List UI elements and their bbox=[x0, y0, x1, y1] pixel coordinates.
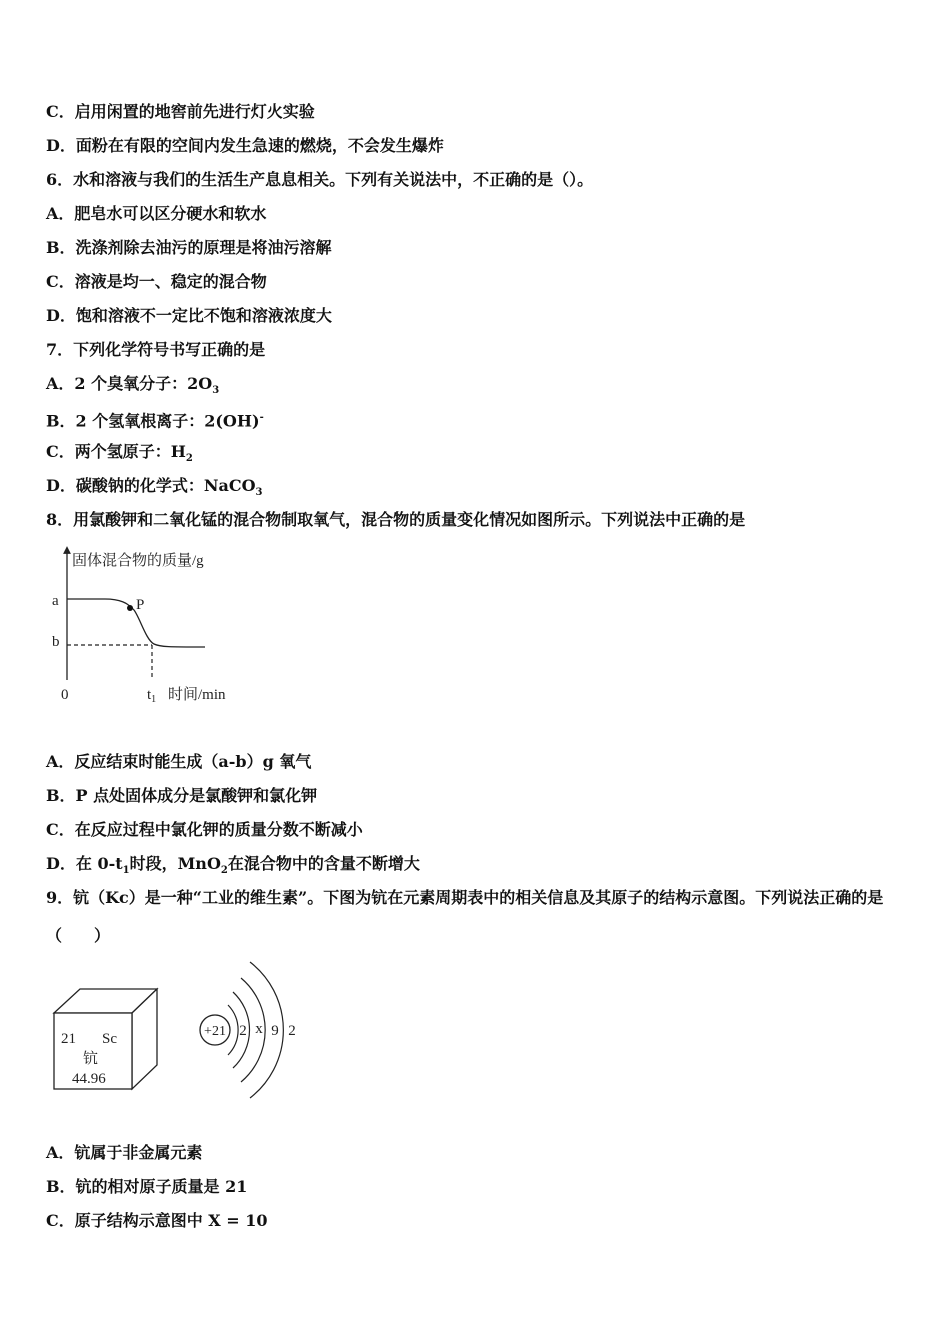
q9-stem: 9．钪（Kc）是一种“工业的维生素”。下图为钪在元素周期表中的相关信息及其原子的结构示意图。下列说法正确的是 bbox=[46, 888, 884, 907]
q8-option-a: A．反应结束时能生成（a-b）g 氧气 bbox=[46, 752, 312, 771]
q7-option-a-sub: 3 bbox=[212, 385, 220, 397]
element-atomic-number: 21 bbox=[61, 1031, 76, 1047]
chart-origin-label: 0 bbox=[61, 687, 69, 703]
q8-option-d-pre: D．在 0-t bbox=[46, 854, 123, 873]
chart-t1-main: t bbox=[147, 687, 152, 703]
chart-t1-sub: 1 bbox=[151, 694, 157, 705]
q8-option-d bbox=[46, 854, 420, 881]
q7-option-a-text: A．2 个臭氧分子：2O bbox=[46, 374, 213, 393]
chart-t1-label bbox=[147, 687, 156, 705]
q7-option-d-text: D．碳酸钠的化学式：NaCO bbox=[46, 476, 256, 495]
atom-structure-diagram bbox=[195, 958, 305, 1107]
element-name: 钪 bbox=[83, 1051, 99, 1067]
q7-option-a bbox=[46, 374, 219, 401]
q7-option-c bbox=[46, 442, 193, 469]
q7-option-b bbox=[46, 408, 264, 431]
q7-option-b-text: B．2 个氢氧根离子：2(OH) bbox=[46, 411, 260, 431]
mass-time-chart bbox=[40, 540, 250, 714]
q9-answer-paren: （ ） bbox=[46, 926, 111, 945]
mass-time-chart-svg bbox=[40, 540, 250, 710]
atom-nucleus-charge: +21 bbox=[204, 1024, 226, 1039]
q8-option-d-sub2: 2 bbox=[220, 865, 228, 877]
q8-option-d-post: 在混合物中的含量不断增大 bbox=[227, 854, 420, 873]
q6-option-d: D．饱和溶液不一定比不饱和溶液浓度大 bbox=[46, 306, 332, 325]
q7-option-c-sub: 2 bbox=[185, 453, 193, 465]
atom-structure-svg bbox=[195, 958, 305, 1103]
q9-option-c: C．原子结构示意图中 X = 10 bbox=[46, 1211, 268, 1230]
q8-option-c: C．在反应过程中氯化钾的质量分数不断减小 bbox=[46, 820, 363, 839]
q6-option-c: C．溶液是均一、稳定的混合物 bbox=[46, 272, 267, 291]
q6-option-b: B．洗涤剂除去油污的原理是将油污溶解 bbox=[46, 238, 332, 257]
element-cell-diagram bbox=[50, 985, 162, 1097]
chart-point-p-label: P bbox=[136, 597, 145, 613]
q8-option-d-mid: 时段，MnO bbox=[129, 854, 221, 873]
element-cell-svg bbox=[50, 985, 162, 1093]
q6-option-a: A．肥皂水可以区分硬水和软水 bbox=[46, 204, 267, 223]
element-atomic-mass: 44.96 bbox=[72, 1071, 106, 1087]
q8-option-b: B．P 点处固体成分是氯酸钾和氯化钾 bbox=[46, 786, 318, 805]
chart-y-mark-b: b bbox=[52, 634, 60, 650]
q9-option-a: A．钪属于非金属元素 bbox=[46, 1143, 203, 1162]
atom-shell-electrons-2: x bbox=[255, 1021, 263, 1037]
q5-option-d: D．面粉在有限的空间内发生急速的燃烧，不会发生爆炸 bbox=[46, 136, 444, 155]
chart-point-p bbox=[127, 605, 133, 611]
q5-option-c: C．启用闲置的地窖前先进行灯火实验 bbox=[46, 102, 315, 121]
q6-stem: 6．水和溶液与我们的生活生产息息相关。下列有关说法中，不正确的是（）。 bbox=[46, 170, 594, 189]
q9-option-b: B．钪的相对原子质量是 21 bbox=[46, 1177, 248, 1196]
q7-option-c-text: C．两个氢原子：H bbox=[46, 442, 186, 461]
q8-option-d-sub1: 1 bbox=[122, 865, 130, 877]
q7-option-b-sup: - bbox=[259, 412, 264, 423]
chart-y-label: 固体混合物的质量/g bbox=[72, 553, 204, 569]
q7-stem: 7．下列化学符号书写正确的是 bbox=[46, 340, 266, 359]
q7-option-d bbox=[46, 476, 263, 503]
chart-x-label: 时间/min bbox=[168, 687, 226, 703]
atom-shell-electrons-1: 2 bbox=[239, 1023, 247, 1039]
atom-shell-electrons-3: 9 bbox=[271, 1023, 279, 1039]
chart-y-mark-a: a bbox=[52, 593, 59, 609]
atom-shell-electrons-4: 2 bbox=[288, 1023, 296, 1039]
q7-option-d-sub: 3 bbox=[255, 487, 263, 499]
q8-stem: 8．用氯酸钾和二氧化锰的混合物制取氧气，混合物的质量变化情况如图所示。下列说法中正确的是 bbox=[46, 510, 746, 529]
element-symbol: Sc bbox=[102, 1031, 117, 1047]
